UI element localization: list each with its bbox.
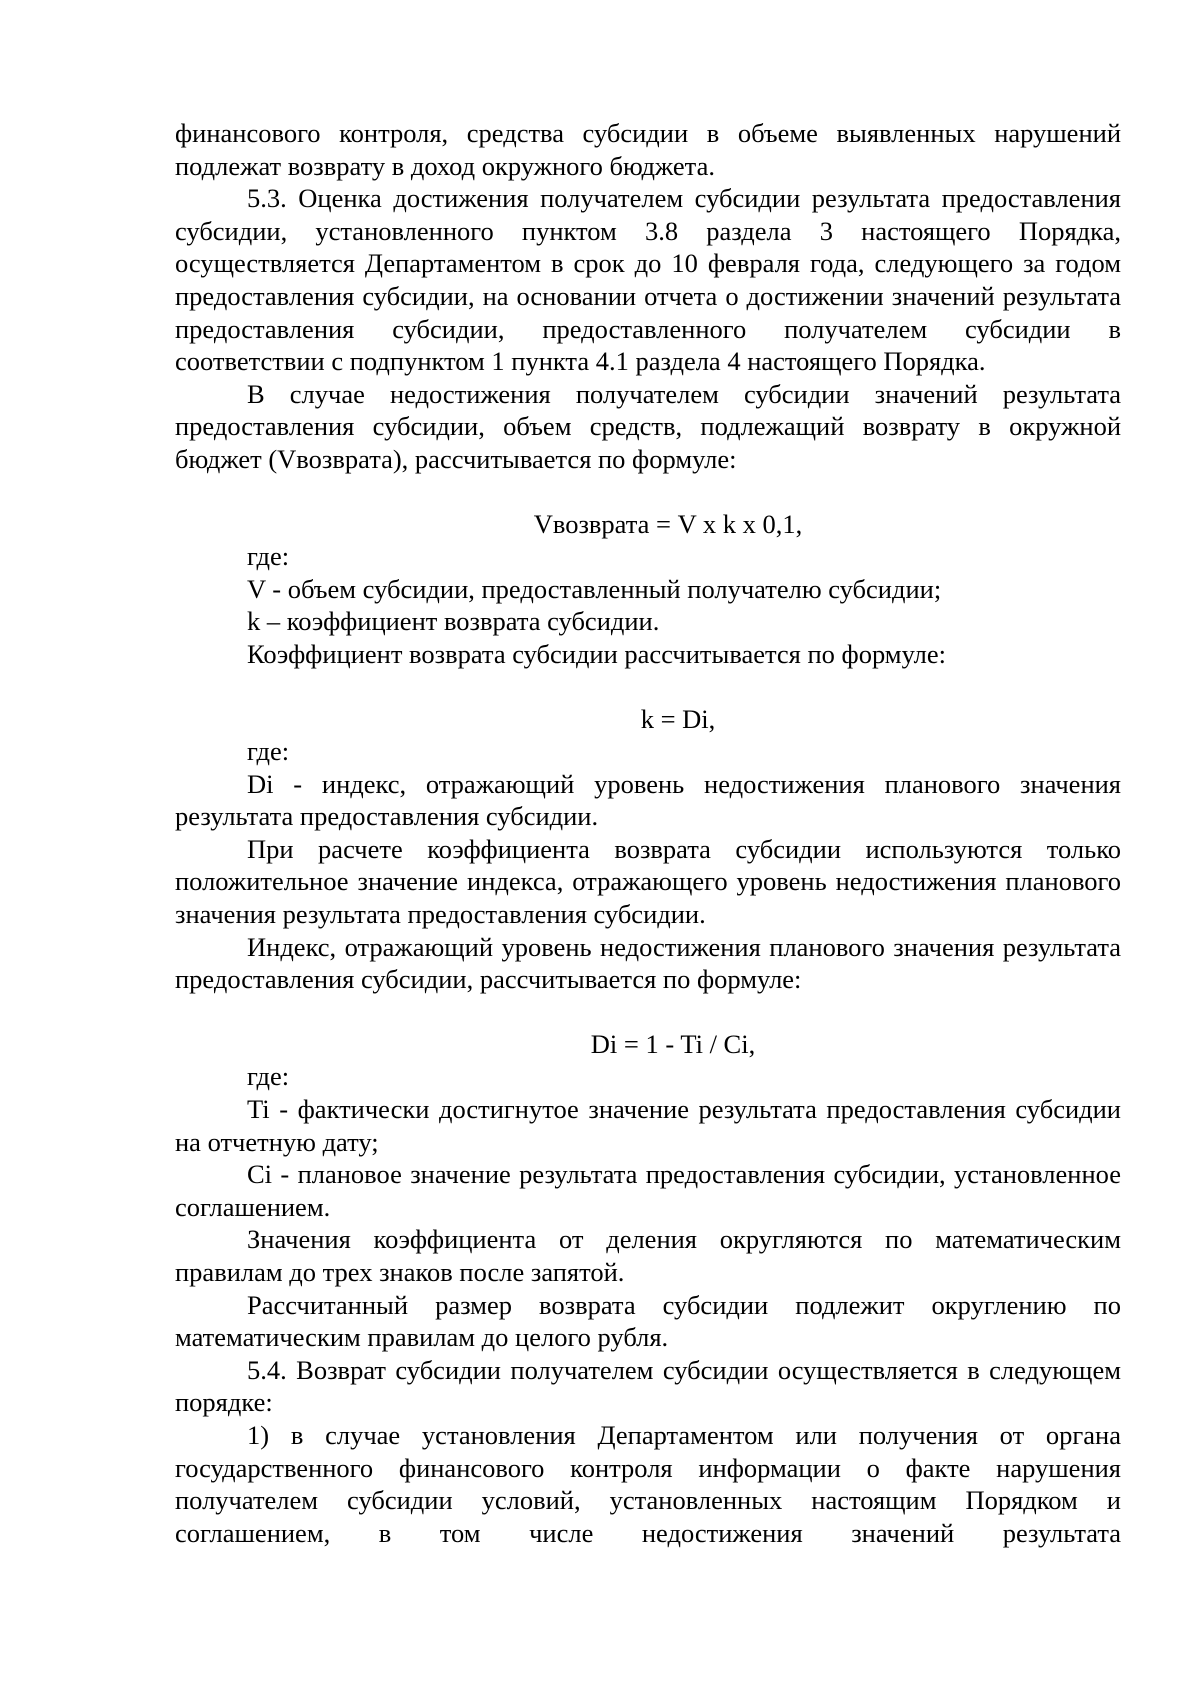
paragraph-rounding-coefficient: Значения коэффициента от деления округляются по математическим правилам до трех знаков после запятой. xyxy=(175,1224,1121,1287)
paragraph-coefficient-formula-intro: Коэффициент возврата субсидии рассчитывается по формуле: xyxy=(247,638,947,669)
paragraph-rounding-amount: Рассчитанный размер возврата субсидии подлежит округлению по математическим правилам до целого рубля. xyxy=(175,1289,1121,1353)
definition-di: Di - индекс, отражающий уровень недостижения планового значения результата предоставления субсидии. xyxy=(175,768,1121,832)
paragraph-continuation: финансового контроля, средства субсидии в объеме выявленных нарушений подлежат возврату в доход окружного бюджета. xyxy=(175,118,1121,181)
paragraph-5-4-item-1-line-4: соглашением, в том числе недостижения значений результата xyxy=(175,1517,1121,1548)
formula-return-volume: Vвозврата = V x k x 0,1, xyxy=(533,508,803,539)
paragraph-5-3: 5.3. Оценка достижения получателем субсидии результата предоставления субсидии, установленного пунктом 3.8 раздела 3 настоящего Порядка, осуществляется Департаментом в срок до 10 февраля года, следующего за годом предоставления субсидии, на основании отчета о достижении значений результата предоставления субсидии, предоставленного получателем субсидии в соответствии с подпунктом 1 пункта 4.1 раздела 4 настоящего Порядка. xyxy=(175,183,1121,377)
definition-ti: Ti - фактически достигнутое значение результата предоставления субсидии на отчетную дату; xyxy=(175,1094,1121,1157)
paragraph-5-4-item-1-line-2: государственного финансового контроля информации о факте нарушения xyxy=(175,1452,1121,1483)
document-page xyxy=(175,117,1121,1549)
paragraph-5-4-item-1-line-1: 1) в случае установления Департаментом или получения от органа xyxy=(247,1419,1121,1450)
formula-index: Di = 1 - Ti / Ci, xyxy=(590,1028,756,1059)
where-label-1: где: xyxy=(247,541,290,572)
where-label-3: где: xyxy=(247,1061,290,1092)
definition-k: k – коэффициент возврата субсидии. xyxy=(247,606,660,637)
paragraph-non-achievement: В случае недостижения получателем субсидии значений результата предоставления субсидии, объем средств, подлежащий возврату в окружной бюджет (Vвозврата), рассчитывается по формуле: xyxy=(175,378,1121,474)
paragraph-5-4-item-1-line-3: получателем субсидии условий, установленных настоящим Порядком и xyxy=(175,1485,1121,1516)
paragraph-positive-index: При расчете коэффициента возврата субсидии используются только положительное значение индекса, отражающего уровень недостижения планового значения результата предоставления субсидии. xyxy=(175,833,1121,930)
paragraph-index-formula-intro: Индекс, отражающий уровень недостижения планового значения результата предоставления субсидии, рассчитывается по формуле: xyxy=(175,931,1121,995)
where-label-2: где: xyxy=(247,736,290,767)
definition-ci: Ci - плановое значение результата предоставления субсидии, установленное соглашением. xyxy=(175,1159,1121,1222)
definition-v: V - объем субсидии, предоставленный получателю субсидии; xyxy=(247,573,942,604)
paragraph-5-4: 5.4. Возврат субсидии получателем субсидии осуществляется в следующем порядке: xyxy=(175,1354,1121,1418)
formula-coefficient: k = Di, xyxy=(640,703,716,734)
